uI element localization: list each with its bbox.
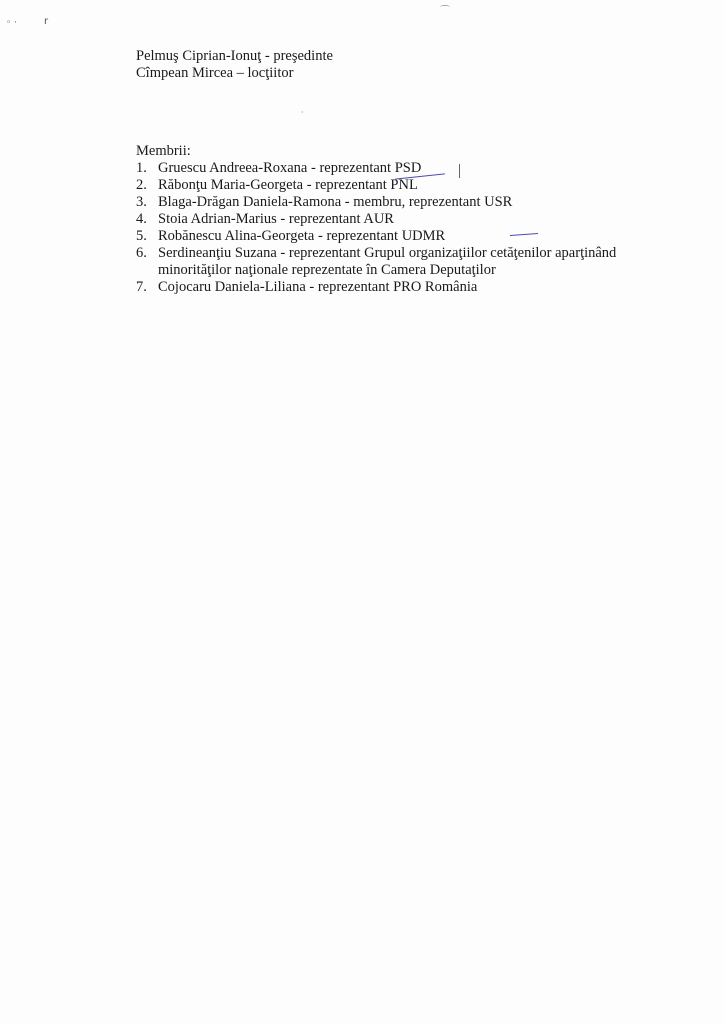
list-item-text: Serdineanţiu Suzana - reprezentant Grupul organizaţiilor cetăţenilor aparţinând minorităţilor naţionale reprezentate în Camera Deputaţilor — [158, 245, 617, 278]
list-item-number: 1. — [136, 160, 147, 176]
president-line: Pelmuş Ciprian-Ionuţ - preşedinte — [136, 48, 333, 64]
list-item-text: Cojocaru Daniela-Liliana - reprezentant PRO România — [158, 279, 478, 295]
list-item-text: Stoia Adrian-Marius - reprezentant AUR — [158, 211, 394, 227]
list-item — [136, 228, 676, 245]
scan-artifact: ◦ · — [6, 18, 18, 28]
list-item — [136, 177, 676, 194]
list-item-number: 4. — [136, 211, 147, 227]
scan-artifact: ⌒ — [440, 6, 450, 17]
scan-artifact: · — [301, 108, 304, 117]
members-section — [136, 143, 676, 296]
list-item-text: Gruescu Andreea-Roxana - reprezentant PSD — [158, 160, 422, 176]
list-item — [136, 194, 676, 211]
deputy-line: Cîmpean Mircea – locţiitor — [136, 65, 294, 81]
list-item — [136, 211, 676, 228]
members-heading: Membrii: — [136, 143, 191, 159]
handwritten-mark — [459, 164, 461, 178]
member-list — [136, 160, 676, 296]
list-item-text: Blaga-Drăgan Daniela-Ramona - membru, reprezentant USR — [158, 194, 513, 210]
list-item — [136, 160, 676, 177]
list-item-text: Răbonţu Maria-Georgeta - reprezentant PNL — [158, 177, 418, 193]
committee-leadership — [136, 48, 333, 82]
list-item-number: 3. — [136, 194, 147, 210]
list-item-number: 5. — [136, 228, 147, 244]
list-item — [136, 279, 676, 296]
list-item-number: 7. — [136, 279, 147, 295]
scan-artifact: r — [44, 16, 49, 27]
list-item — [136, 245, 676, 279]
list-item-number: 6. — [136, 245, 147, 261]
list-item-text: Robănescu Alina-Georgeta - reprezentant UDMR — [158, 228, 446, 244]
list-item-number: 2. — [136, 177, 147, 193]
